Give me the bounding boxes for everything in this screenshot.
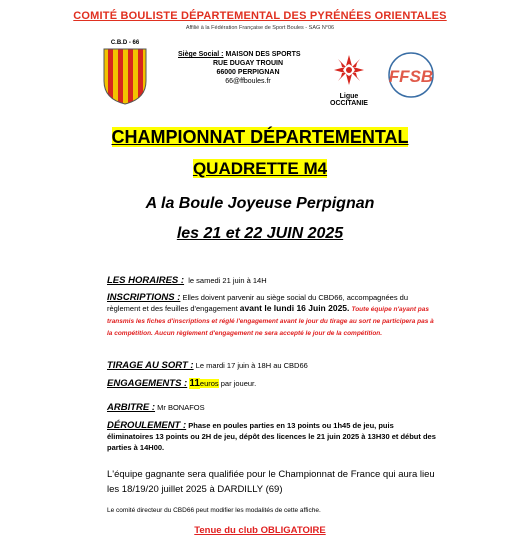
engagements-label: ENGAGEMENTS : xyxy=(107,378,188,389)
occitanie-logo xyxy=(326,52,372,107)
inscriptions-label: INSCRIPTIONS : xyxy=(107,292,181,303)
engagements-amount: 11 xyxy=(189,378,200,389)
ffsb-letters: FFSB xyxy=(388,67,434,86)
tirage-section xyxy=(107,360,437,371)
horaires-label: LES HORAIRES : xyxy=(107,275,185,286)
organization-title: COMITÉ BOULISTE DÉPARTEMENTAL DES PYRÉNÉES ORIENTALES xyxy=(73,10,447,22)
address-city: 66000 PERPIGNAN xyxy=(216,69,280,76)
siege-name: MAISON DES SPORTS xyxy=(225,51,301,58)
siege-social-block xyxy=(178,50,318,86)
engagements-unit: euros xyxy=(199,379,219,388)
deroulement-label: DÉROULEMENT : xyxy=(107,420,187,431)
ffsb-logo xyxy=(385,50,437,105)
ligue-name: OCCITANIE xyxy=(330,100,368,107)
horaires-section xyxy=(107,275,437,286)
occitanie-cross-icon xyxy=(326,52,372,88)
deroulement-section xyxy=(107,420,437,453)
inscriptions-deadline: avant le lundi 16 Juin 2025. xyxy=(239,303,350,313)
arbitre-name: Mr BONAFOS xyxy=(157,403,205,412)
championship-title: CHAMPIONNAT DÉPARTEMENTAL xyxy=(111,127,409,147)
arbitre-label: ARBITRE : xyxy=(107,402,156,413)
address-street: RUE DUGAY TROUIN xyxy=(212,60,283,67)
comite-note: Le comité directeur du CBD66 peut modifier les modalités de cette affiche. xyxy=(107,507,321,514)
inscriptions-section xyxy=(107,292,437,339)
qualification-note: L'équipe gagnante sera qualifiée pour le Championnat de France qui aura lieu les 18/19/20 juillet 2025 à DARDILLY (69) xyxy=(107,469,435,495)
inscriptions-warning: Toute équipe n'ayant pas transmis les fiches d'inscriptions et réglé l'engagement avant le jour du tirage au sort ne participera pas à la compétition. Aucun règlement d'engagement ne sera accepté le jour de la compétition. xyxy=(107,306,434,337)
engagements-suffix: par joueur. xyxy=(220,379,257,388)
email-link[interactable]: 66@ffboules.fr xyxy=(225,78,271,85)
tirage-text: Le mardi 17 juin à 18H au CBD66 xyxy=(195,361,308,370)
catalan-shield-icon xyxy=(102,47,148,105)
arbitre-section xyxy=(107,402,437,413)
tenue-note: Tenue du club OBLIGATOIRE xyxy=(194,525,326,536)
siege-label: Siège Social : xyxy=(178,51,224,58)
category-title: QUADRETTE M4 xyxy=(192,159,328,178)
affiliation-note: Affilié à la Fédération Française de Sport Boules - SAG N°06 xyxy=(185,25,335,31)
engagements-section xyxy=(107,378,437,389)
dates-title: les 21 et 22 JUIN 2025 xyxy=(176,225,344,242)
crest-label: C.B.D - 66 xyxy=(110,40,140,46)
horaires-text: le samedi 21 juin à 14H xyxy=(188,276,267,285)
venue-title: A la Boule Joyeuse Perpignan xyxy=(145,195,375,212)
deroulement-text: Phase en poules parties en 13 points ou 1h45 de jeu, puis éliminatoires 13 points ou 2H de jeu, dépôt des licences le 21 juin 2025 à 13H30 et début des parties à 14H00. xyxy=(107,421,436,452)
tirage-label: TIRAGE AU SORT : xyxy=(107,360,194,371)
inscriptions-text: Elles doivent parvenir au siège social du CBD66, accompagnées du règlement et des feuilles d'engagement xyxy=(107,293,409,313)
ligue-small-label: Ligue xyxy=(339,93,359,100)
ffsb-emblem-icon xyxy=(385,50,437,100)
cbd66-crest xyxy=(102,40,148,110)
